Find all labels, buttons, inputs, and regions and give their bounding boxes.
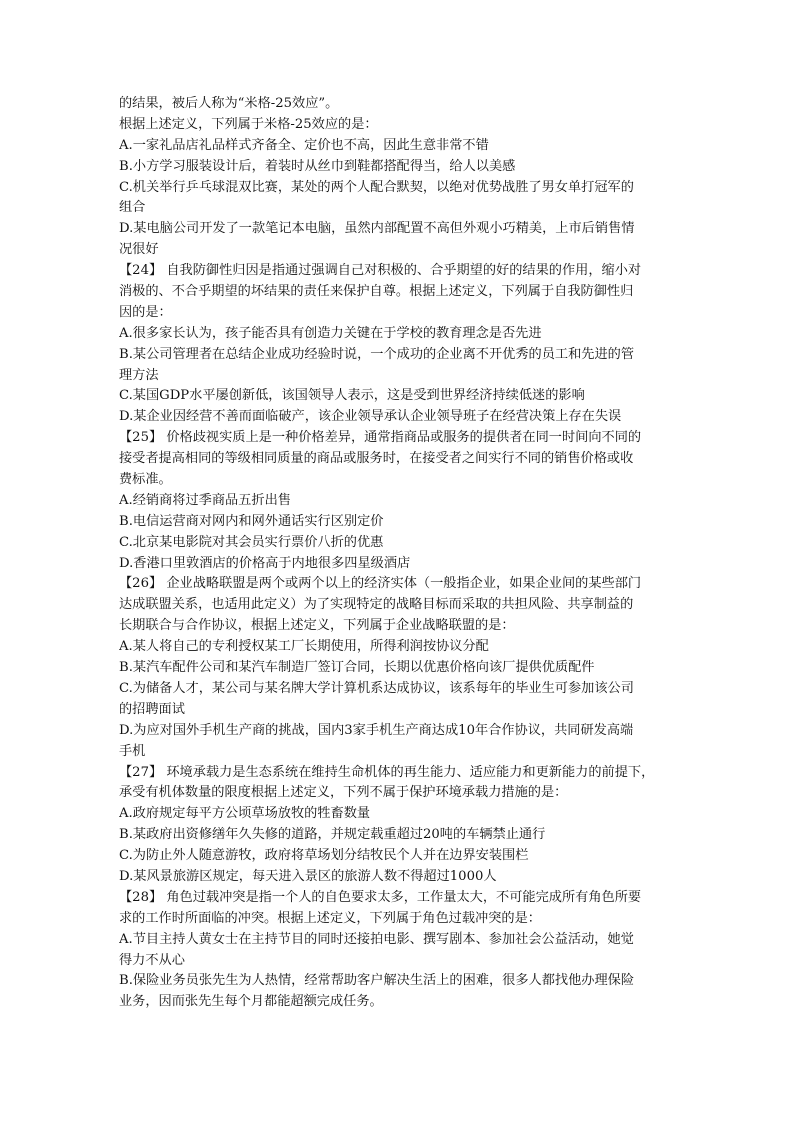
text-line: 因的是： xyxy=(119,304,172,320)
document-page xyxy=(119,94,683,1013)
option-line: 理方法 xyxy=(119,367,159,383)
option-line: B.某汽车配件公司和某汽车制造厂签订合同，长期以优惠价格向该厂提供优质配件 xyxy=(119,660,595,676)
question-25-heading: 【25】 价格歧视实质上是一种价格差异，通常指商品或服务的提供者在同一时间向不同的 xyxy=(119,430,642,446)
option-line: C.某国GDP水平屡创新低，该国领导人表示，这是受到世界经济持续低迷的影响 xyxy=(119,388,585,404)
text-line: 求的工作时所面临的冲突。根据上述定义，下列属于角色过载冲突的是： xyxy=(119,910,541,926)
option-line: 手机 xyxy=(119,743,146,759)
text-line: 根据上述定义，下列属于米格-25效应的是： xyxy=(119,116,378,132)
option-line: A.一家礼品店礼品样式齐备全、定价也不高，因此生意非常不错 xyxy=(119,137,489,153)
question-24-heading: 【24】 自我防御性归因是指通过强调自己对积极的、合乎期望的好的结果的作用，缩小对 xyxy=(119,263,642,279)
question-28-heading: 【28】 角色过载冲突是指一个人的自色要求太多，工作量太大，不可能完成所有角色所要 xyxy=(119,889,642,905)
question-26-heading: 【26】 企业战略联盟是两个或两个以上的经济实体（一般指企业，如果企业间的某些部门 xyxy=(119,576,642,592)
text-line: 长期联合与合作协议，根据上述定义，下列属于企业战略联盟的是： xyxy=(119,618,515,634)
option-line: A.经销商将过季商品五折出售 xyxy=(119,492,291,508)
option-line: D.某风景旅游区规定，每天进入景区的旅游人数不得超过1000人 xyxy=(119,868,497,884)
option-line: C.北京某电影院对其会员实行票价八折的优惠 xyxy=(119,534,384,550)
text-line: 接受者提高相同的等级相同质量的商品或服务时，在接受者之间实行不同的销售价格或收 xyxy=(119,451,634,467)
option-line: D.某电脑公司开发了一款笔记本电脑，虽然内部配置不高但外观小巧精美，上市后销售情 xyxy=(119,221,635,237)
option-line: 业务，因而张先生每个月都能超额完成任务。 xyxy=(119,994,383,1010)
text-line: 承受有机体数量的限度根据上述定义，下列不属于保护环境承载力措施的是： xyxy=(119,785,568,801)
option-line: 组合 xyxy=(119,200,146,216)
option-line: 况很好 xyxy=(119,242,159,258)
question-27-heading: 【27】 环境承载力是生态系统在维持生命机体的再生能力、适应能力和更新能力的前提下， xyxy=(119,764,655,780)
option-line: 得力不从心 xyxy=(119,952,185,968)
text-line: 达成联盟关系，也适用此定义）为了实现特定的战略目标而采取的共担风险、共享制益的 xyxy=(119,597,634,613)
option-line: D.香港口里敦酒店的价格高于内地很多四星级酒店 xyxy=(119,555,411,571)
option-line: B.电信运营商对网内和网外通话实行区别定价 xyxy=(119,513,384,529)
option-line: B.小方学习服装设计后，着装时从丝巾到鞋都搭配得当，给人以美感 xyxy=(119,158,516,174)
option-line: A.某人将自己的专利授权某工厂长期使用，所得利润按协议分配 xyxy=(119,639,489,655)
option-line: B.某政府出资修缮年久失修的道路，并规定载重超过20吨的车辆禁止通行 xyxy=(119,827,546,843)
option-line: C.机关举行乒乓球混双比赛，某处的两个人配合默契，以绝对优势战胜了男女单打冠军的 xyxy=(119,179,634,195)
option-line: A.节目主持人黄女士在主持节目的同时还接拍电影、撰写剧本、参加社会公益活动，她觉 xyxy=(119,931,634,947)
text-line: 消极的、不合乎期望的坏结果的责任来保护自尊。根据上述定义，下列属于自我防御性归 xyxy=(119,284,634,300)
option-line: B.保险业务员张先生为人热情，经常帮助客户解决生活上的困难，很多人都找他办理保险 xyxy=(119,973,635,989)
option-line: B.某公司管理者在总结企业成功经验时说，一个成功的企业离不开优秀的员工和先进的管 xyxy=(119,346,635,362)
option-line: 的招聘面试 xyxy=(119,701,185,717)
option-line: D.为应对国外手机生产商的挑战，国内3家手机生产商达成10年合作协议，共同研发高端 xyxy=(119,722,634,738)
text-line: 费标准。 xyxy=(119,472,172,488)
text-line: 的结果，被后人称为“米格-25效应”。 xyxy=(119,96,339,111)
option-line: A.政府规定每平方公顷草场放牧的牲畜数量 xyxy=(119,806,371,822)
option-line: C.为防止外人随意游牧，政府将草场划分结牧民个人并在边界安装围栏 xyxy=(119,848,529,864)
option-line: C.为储备人才，某公司与某名牌大学计算机系达成协议，该系每年的毕业生可参加该公司 xyxy=(119,680,634,696)
option-line: A.很多家长认为，孩子能否具有创造力关键在于学校的教育理念是否先进 xyxy=(119,325,542,341)
option-line: D.某企业因经营不善而面临破产，该企业领导承认企业领导班子在经营决策上存在失误 xyxy=(119,409,622,425)
